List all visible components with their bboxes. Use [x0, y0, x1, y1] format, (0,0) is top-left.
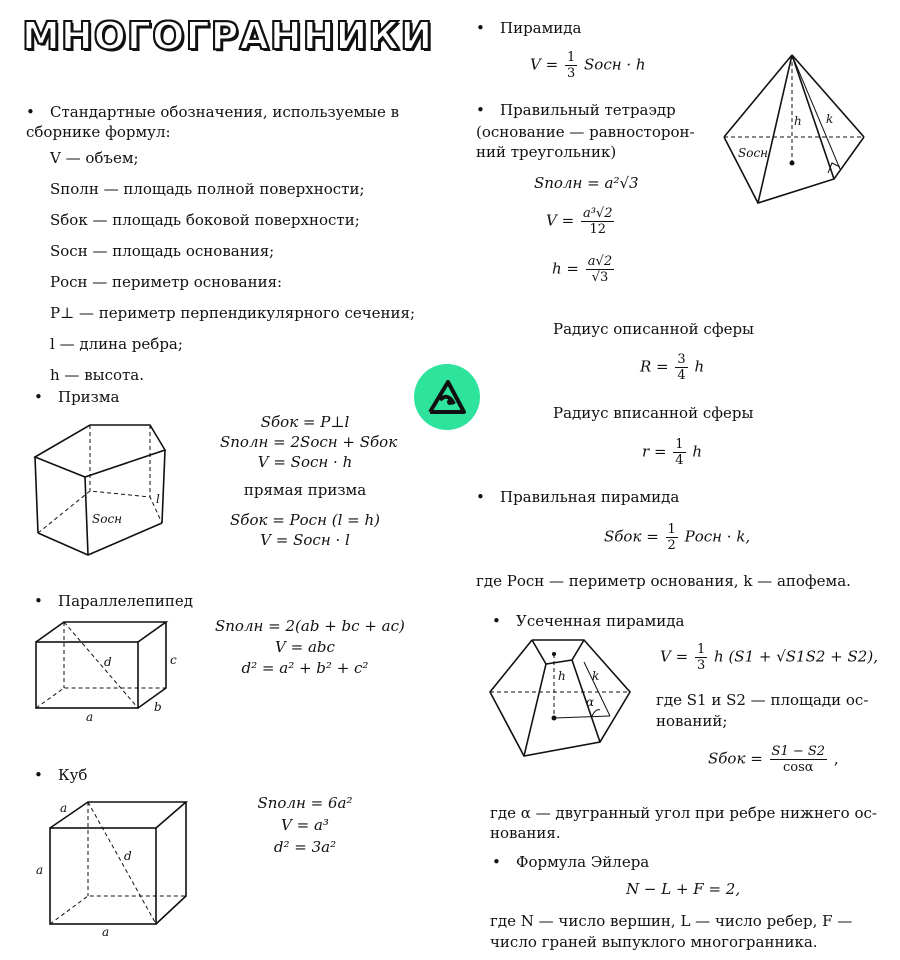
prism-formula: Sбок = Pосн (l = h) [230, 511, 380, 529]
formula-part: V = [530, 55, 559, 74]
notation-item: Sбок — площадь боковой поверхности; [50, 211, 360, 229]
notation-item: P⊥ — периметр перпендикулярного сечения; [50, 304, 416, 322]
formula-part: h (S1 + √S1S2 + S2), [714, 647, 878, 666]
formula-part: r = [642, 442, 667, 461]
tetra-heading: • Правильный тетраэдр [500, 100, 676, 120]
frustum-note: нования. [490, 824, 561, 842]
frustum-figure [488, 640, 633, 760]
tetra-desc: ний треугольник) [476, 143, 617, 161]
prism-label-l: l [156, 492, 160, 506]
parallelepiped-formula: V = abc [275, 638, 335, 656]
notation-item: l — длина ребра; [50, 335, 183, 353]
circumscribed-formula [640, 352, 704, 383]
fraction: $\frac{1}{2}$ [667, 522, 676, 553]
notation-item: Pосн — периметр основания: [50, 273, 283, 291]
formula-part: Sосн · h [584, 55, 646, 74]
circumscribed-label: Радиус описанной сферы [553, 320, 754, 338]
prism-formula: V = Sосн · l [260, 531, 350, 549]
formula-part: h = [552, 259, 579, 278]
page-title: МНОГОГРАННИКИ [22, 14, 434, 58]
notation-list [50, 143, 415, 391]
euler-heading: • Формула Эйлера [516, 852, 649, 872]
cube-label-a: a [102, 925, 110, 939]
notation-intro: • Стандартные обозначения, используемые в [50, 102, 399, 122]
cube-label-a: a [60, 801, 68, 815]
frustum-label-alpha: α [586, 695, 595, 709]
prism-figure [30, 415, 190, 565]
pyramid-label-s: Sосн [738, 146, 769, 160]
label-b: b [154, 700, 162, 714]
label-c: c [170, 653, 177, 667]
parallelepiped-formulas [215, 616, 405, 679]
cube-label-d: d [124, 849, 132, 863]
frustum-note: где α — двугранный угол при ребре нижнего ос- [490, 804, 877, 822]
frustum-note: нований; [656, 712, 728, 730]
euler-note: число граней выпуклого многогранника. [490, 933, 818, 951]
notation-item: Sосн — площадь основания; [50, 242, 275, 260]
notation-item: h — высота. [50, 366, 145, 384]
frustum-formula [660, 642, 878, 673]
parallelepiped-figure [36, 622, 186, 722]
fraction: $\frac{\text{a³√2}}{12}$ [582, 206, 613, 237]
formula-part: V = [546, 211, 575, 230]
formula-part: R = [640, 357, 669, 376]
cube-figure [36, 800, 200, 940]
frustum-label-h: h [558, 669, 566, 683]
euler-note: где N — число вершин, L — число ребер, F — [490, 912, 853, 930]
parallelepiped-heading: • Параллелепипед [58, 591, 193, 611]
formula-part: h [692, 442, 703, 461]
pyramid-heading: • Пирамида [500, 18, 581, 38]
pyramid-label-h: h [794, 114, 802, 128]
prism-label-s: Sосн [92, 512, 123, 526]
cube-formulas [240, 792, 370, 858]
pyramid-figure [722, 55, 872, 205]
regular-pyramid-heading: • Правильная пирамида [500, 487, 679, 507]
label-d: d [104, 655, 112, 669]
notation-intro-2: сборнике формул: [26, 123, 171, 141]
frustum-heading: • Усеченная пирамида [516, 611, 684, 631]
prism-formulas [220, 412, 398, 550]
cube-formula: V = a³ [281, 816, 329, 834]
tetra-desc: (основание — равносторон- [476, 123, 695, 141]
fraction: $\frac{a√2}{√3}$ [587, 254, 613, 285]
prism-formula: V = Sосн · h [257, 453, 353, 471]
formula-part: , [833, 749, 839, 768]
prism-formula: Sполн = 2Sосн + Sбок [220, 433, 398, 451]
frustum-note: где S1 и S2 — площади ос- [656, 691, 869, 709]
regular-pyramid-formula [604, 522, 750, 553]
cube-formula: Sполн = 6a² [257, 794, 353, 812]
euler-formula: N − L + F = 2, [626, 880, 741, 898]
notation-item: Sполн — площадь полной поверхности; [50, 180, 365, 198]
formula-part: h [694, 357, 705, 376]
formula-part: Sбок = [708, 749, 763, 768]
notation-item: V — объем; [50, 149, 139, 167]
fraction: $\frac{3}{4}$ [677, 352, 686, 383]
inscribed-label: Радиус вписанной сферы [553, 404, 754, 422]
parallelepiped-formula: Sполн = 2(ab + bc + ac) [215, 617, 405, 635]
pyramid-formula [530, 50, 646, 81]
logo-icon [426, 376, 468, 418]
tetra-formula [546, 206, 616, 237]
formula-part: V = [660, 647, 689, 666]
parallelepiped-formula: d² = a² + b² + c² [241, 659, 369, 677]
frustum-label-k: k [592, 669, 600, 683]
tetra-formula: Sполн = a²√3 [534, 174, 639, 192]
prism-formula: Sбок = P⊥l [260, 413, 350, 431]
cube-heading: • Куб [58, 765, 87, 785]
cube-label-a: a [36, 863, 44, 877]
pyramid-label-k: k [826, 112, 834, 126]
formula-part: Sбок = [604, 527, 659, 546]
label-a: a [86, 710, 94, 724]
inscribed-formula [642, 437, 702, 468]
prism-subheading: прямая призма [243, 481, 367, 499]
logo [414, 364, 480, 430]
regular-pyramid-note: где Pосн — периметр основания, k — апофема. [476, 572, 851, 590]
fraction: $\frac{1}{4}$ [675, 437, 684, 468]
fraction: $\frac{1}{3}$ [696, 642, 706, 673]
fraction: $\frac{1}{3}$ [566, 50, 576, 81]
prism-heading: • Призма [58, 387, 119, 407]
cube-formula: d² = 3a² [273, 838, 337, 856]
formula-part: Pосн · k, [684, 527, 751, 546]
frustum-lateral-formula [708, 744, 839, 775]
tetra-formula [552, 254, 616, 285]
fraction: $\frac{S1 - S2}{\cos\alpha}$ [771, 744, 826, 775]
